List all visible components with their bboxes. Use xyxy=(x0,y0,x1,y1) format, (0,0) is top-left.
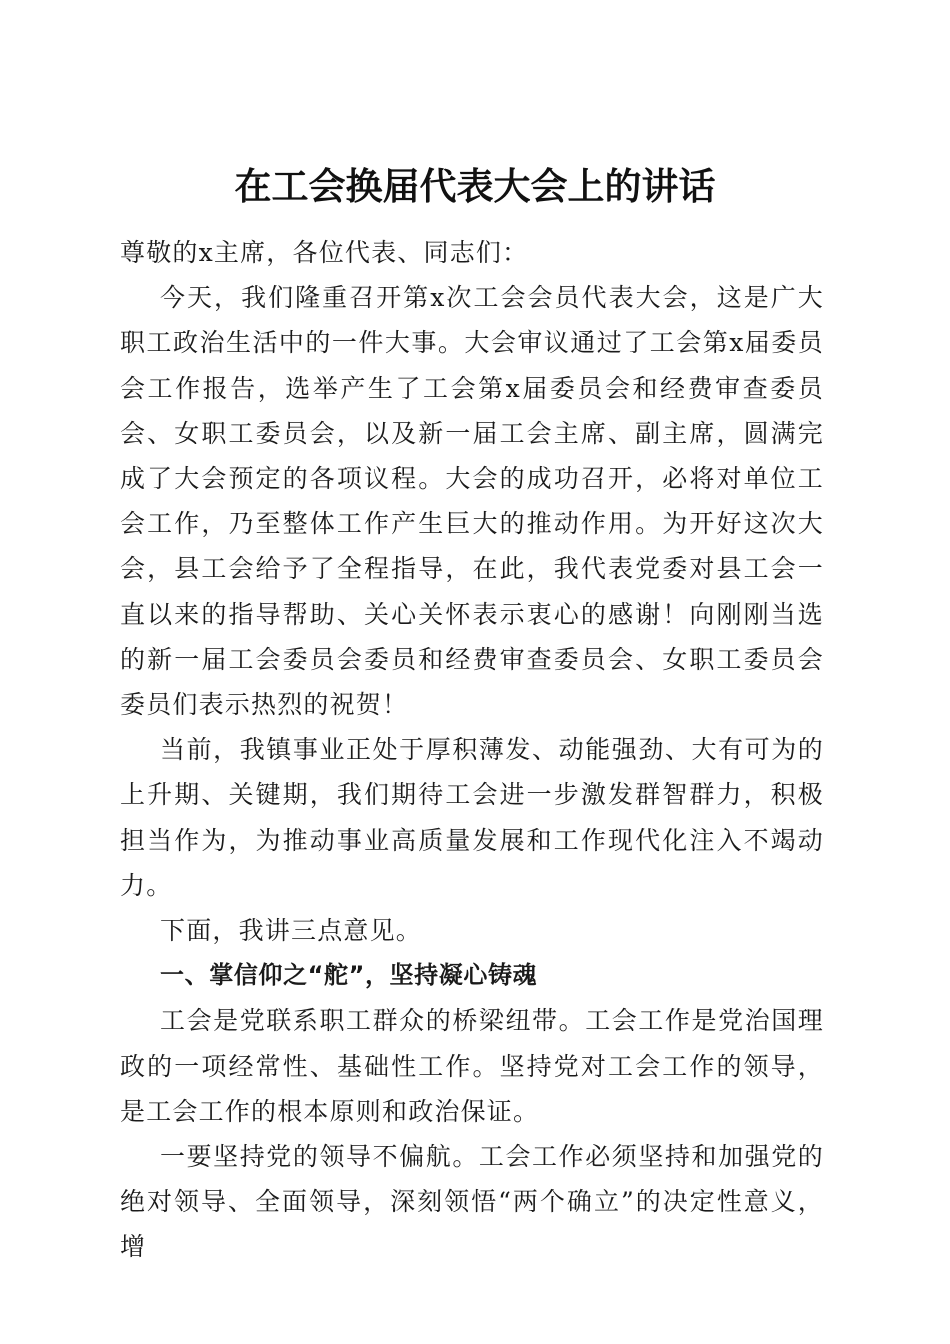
section1-paragraph-intro: 工会是党联系职工群众的桥梁纽带。工会工作是党治国理政的一项经常性、基础性工作。坚持党对工会工作的领导，是工会工作的根本原则和政治保证。 xyxy=(120,1006,824,1126)
paragraph-transition: 下面，我讲三点意见。 xyxy=(160,916,423,946)
salutation: 尊敬的x主席，各位代表、同志们： xyxy=(120,238,529,267)
section-heading-1: 一、掌信仰之“舵”，坚持凝心铸魂 xyxy=(160,961,538,990)
paragraph-current-situation: 当前，我镇事业正处于厚积薄发、动能强劲、大有可为的上升期、关键期，我们期待工会进一步激发群智群力，积极担当作为，为推动事业高质量发展和工作现代化注入不竭动力。 xyxy=(120,735,824,900)
document-body xyxy=(120,230,824,1270)
section1-paragraph-point1: 一要坚持党的领导不偏航。工会工作必须坚持和加强党的绝对领导、全面领导，深刻领悟“两个确立”的决定性意义，增 xyxy=(120,1142,824,1262)
paragraph-opening: 今天，我们隆重召开第x次工会会员代表大会，这是广大职工政治生活中的一件大事。大会审议通过了工会第x届委员会工作报告，选举产生了工会第x届委员会和经费审查委员会、女职工委员会，以及新一届工会主席、副主席，圆满完成了大会预定的各项议程。大会的成功召开，必将对单位工会工作，乃至整体工作产生巨大的推动作用。为开好这次大会，县工会给予了全程指导，在此，我代表党委对县工会一直以来的指导帮助、关心关怀表示衷心的感谢！向刚刚当选的新一届工会委员会委员和经费审查委员会、女职工委员会委员们表示热烈的祝贺！ xyxy=(120,283,824,720)
page-title: 在工会换届代表大会上的讲话 xyxy=(234,163,716,208)
